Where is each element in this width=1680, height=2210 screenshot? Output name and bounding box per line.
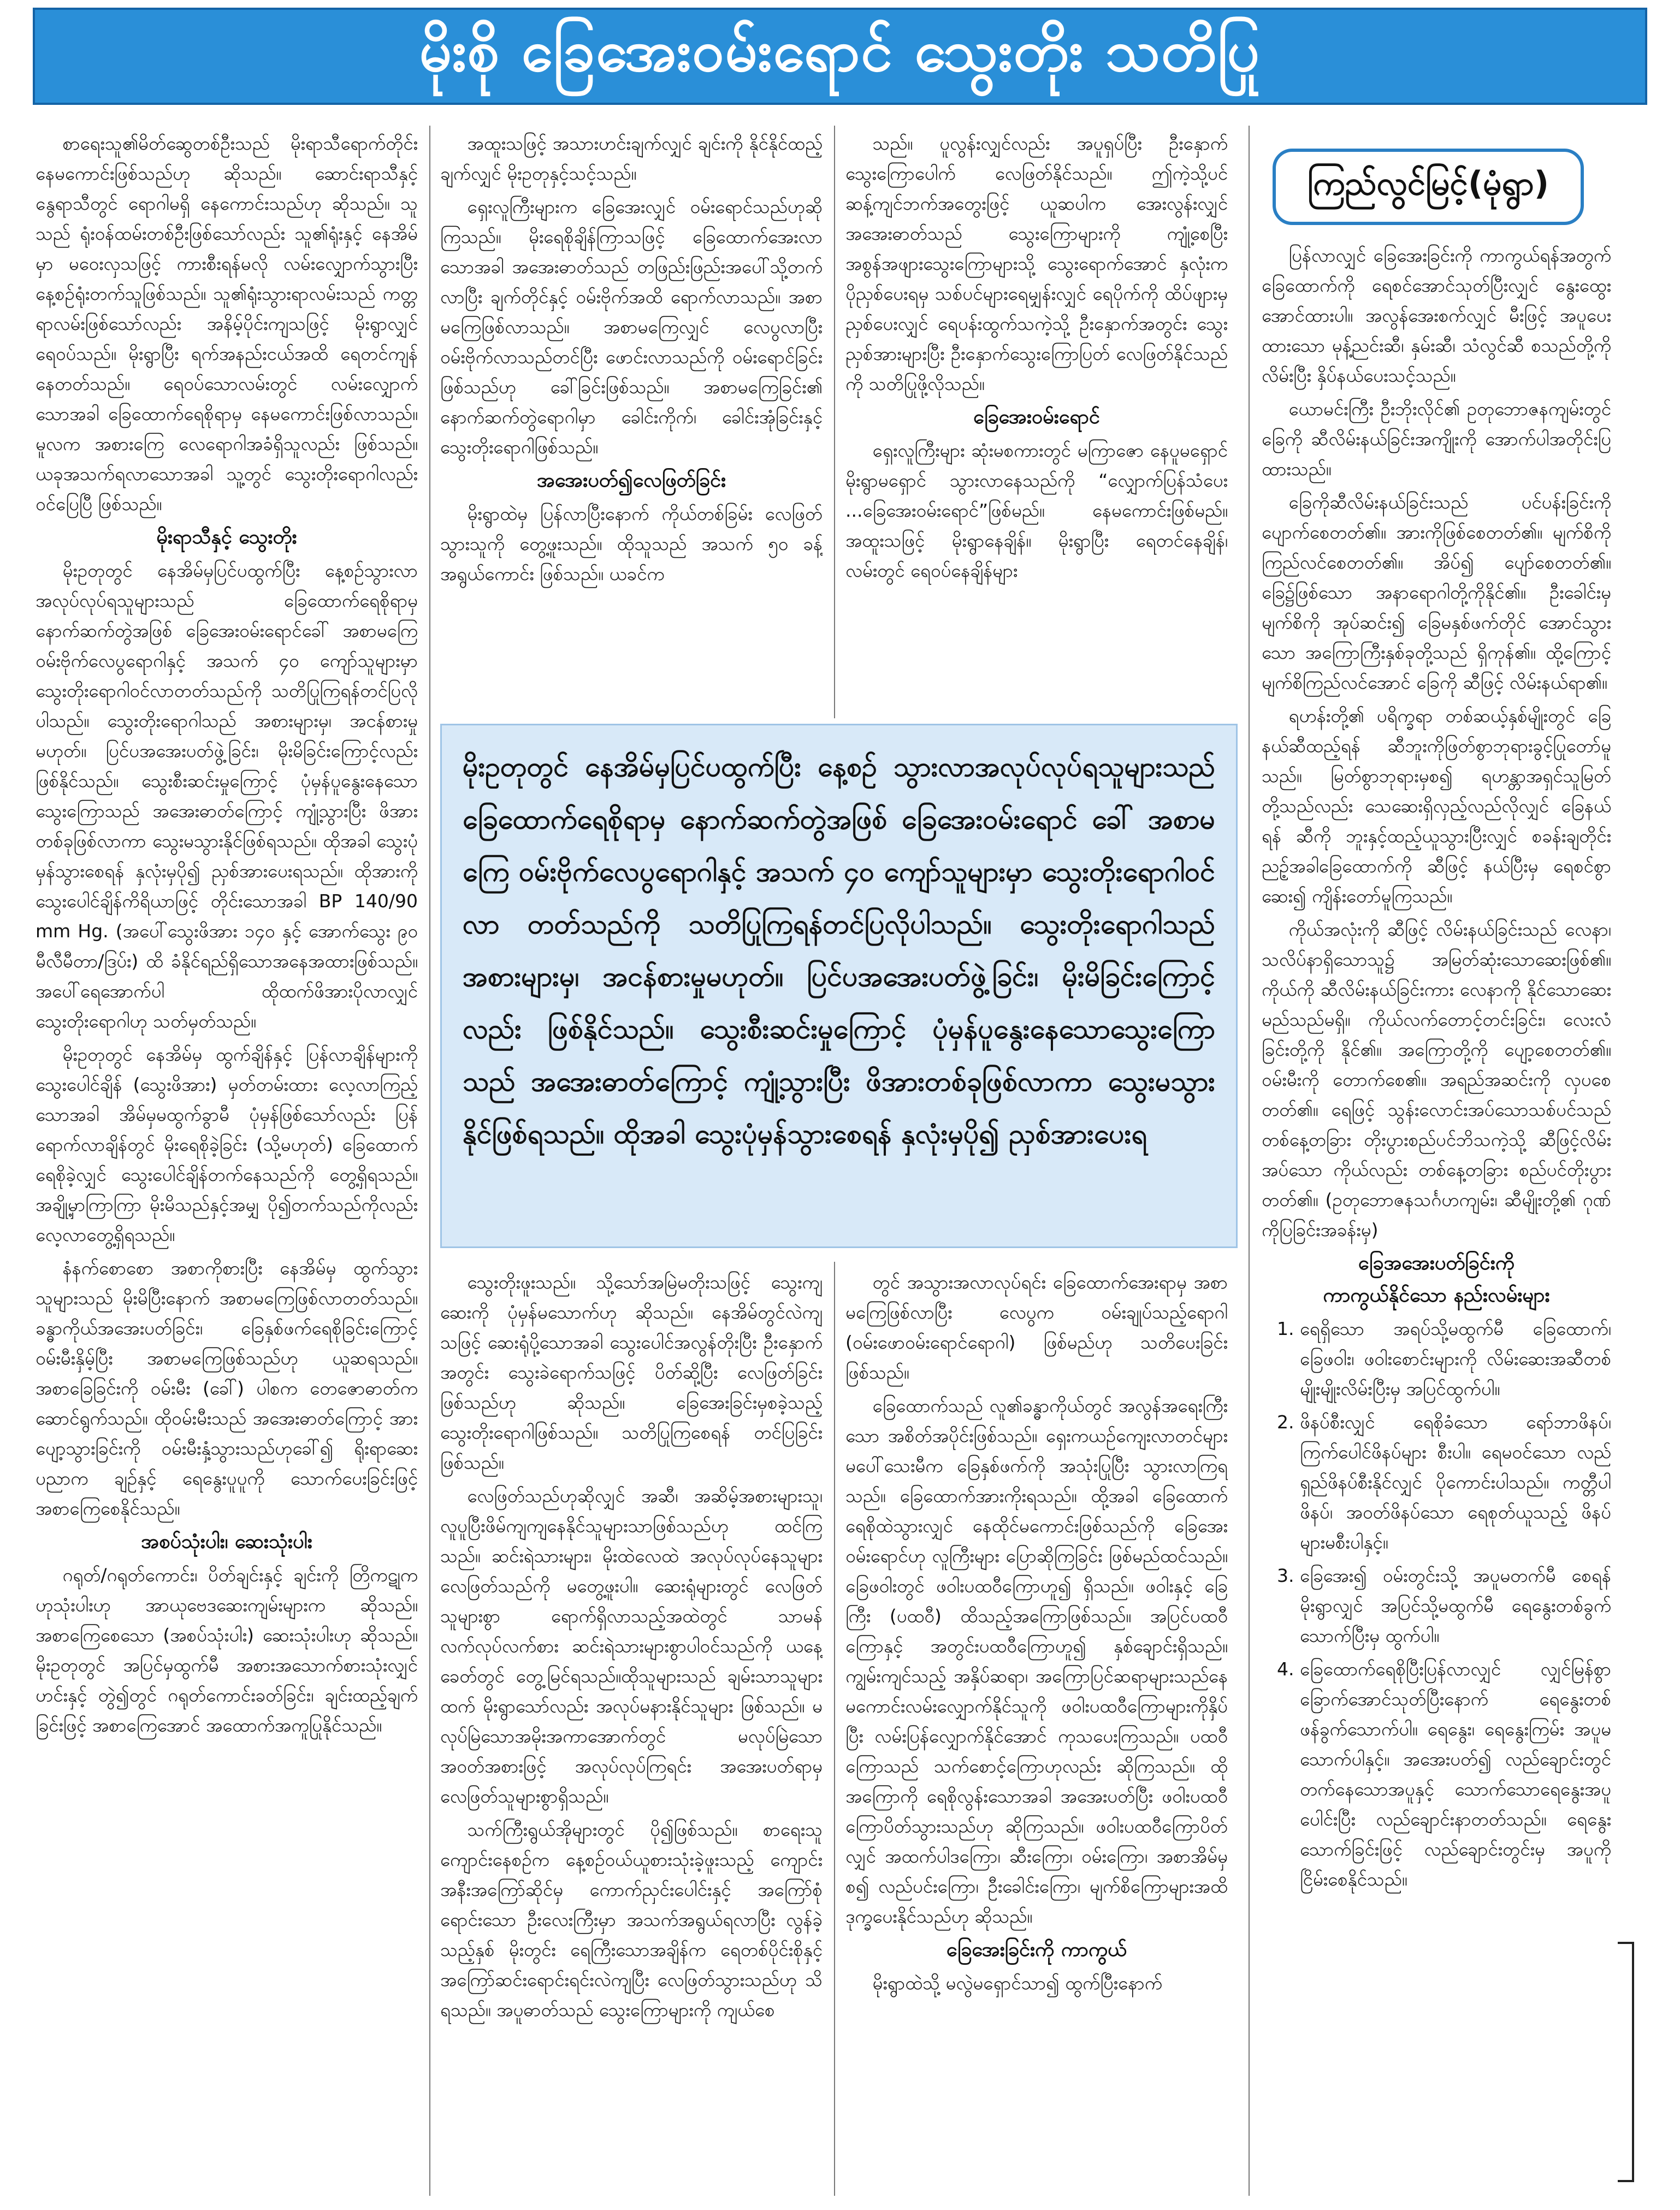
column-1 xyxy=(36,128,418,2193)
paragraph: ခြေကိုဆီလိမ်းနယ်ခြင်းသည် ပင်ပန်းခြင်းကို ပျောက်စေတတ်၏။ အားကိုဖြစ်စေတတ်၏။ မျက်စိကိုကြည်လင်စေတတ်၏။ အိပ်၍ ပျော်စေတတ်၏။ ခြေ၌ဖြစ်သော အနာရောဂါတို့ကိုနိုင်၏။ ဦးခေါင်းမှမျက်စိကို အုပ်ဆင်း၍ ခြေမနှစ်ဖက်တိုင် အောင်သွားသော အကြောကြီးနှစ်ခုတို့သည် ရှိကုန်၏။ ထို့ကြောင့် မျက်စိကြည်လင်အောင် ခြေကို ဆီဖြင့် လိမ်းနယ်ရာ၏။ xyxy=(1262,492,1611,693)
paragraph: ကိုယ်အလုံးကို ဆီဖြင့် လိမ်းနယ်ခြင်းသည် လေနာ၊ သလိပ်နာရှိသောသူ၌ အမြတ်ဆုံးသောဆေးဖြစ်၏။ ကိုယ်ကို ဆီလိမ်းနယ်ခြင်းကား လေနာကို နိုင်သောဆေးမည်သည်မရှိ။ ကိုယ်လက်တောင့်တင်းခြင်း၊ လေးလံခြင်းတို့ကို နိုင်၏။ အကြောတို့ကို ပျော့စေတတ်၏။ ဝမ်းမီးကို တောက်စေ၏။ အရည်အဆင်းကို လှပစေတတ်၏။ ရေဖြင့် သွန်းလောင်းအပ်သောသစ်ပင်သည် တစ်နေ့တခြား တိုးပွားစည်ပင်ဘိသကဲ့သို့ ဆီဖြင့်လိမ်းအပ်သော ကိုယ်လည်း တစ်နေ့တခြား စည်ပင်တိုးပွားတတ်၏။ (ဥတုဘောဇနသင်္ဂဟကျမ်း၊ ဆီမျိုးတို့၏ ဂုဏ်ကိုပြခြင်းအခန်းမှ) xyxy=(1262,919,1611,1240)
paragraph: ပြန်လာလျှင် ခြေအေးခြင်းကို ကာကွယ်ရန်အတွက် ခြေထောက်ကို ရေစင်အောင်သုတ်ပြီးလျှင် နွေးထွေးအောင်ထားပါ။ အလွန်အေးစက်လျှင် မီးဖြင့် အပူပေးထားသော မုန့်ညင်းဆီ၊ နှမ်းဆီ၊ သံလွင်ဆီ စသည်တို့ကိုလိမ်းပြီး နှိပ်နယ်ပေးသင့်သည်။ xyxy=(1262,245,1611,386)
section-heading: ခြေအေးဝမ်းရောင် xyxy=(973,406,1100,428)
list-item: 2. ဖိနပ်စီးလျှင် ရေစိုခံသော ရော်ဘာဖိနပ်၊ ကြက်ပေါင်ဖိနပ်များ စီးပါ။ ရေမဝင်သော လည်ရှည်ဖိနပ်စီးနိုင်လျှင် ပိုကောင်းပါသည်။ ကတ္တီပါဖိနပ်၊ အဝတ်ဖိနပ်သော ရေစုတ်ယူသည့် ဖိနပ်များမစီးပါနှင့်။ xyxy=(1300,1407,1611,1557)
paragraph: အထူးသဖြင့် အသားဟင်းချက်လျှင် ချင်းကို နိုင်နိုင်ထည့်ချက်လျှင် မိုးဥတုနှင့်သင့်သည်။ xyxy=(440,133,823,184)
pull-quote-text: မိုးဥတုတွင် နေအိမ်မှပြင်ပထွက်ပြီး နေ့စဉ် သွားလာအလုပ်လုပ်ရသူများသည် ခြေထောက်ရေစိုရာမှ နောက်ဆက်တွဲအဖြစ် ခြေအေးဝမ်းရောင် ခေါ် အစာမကြေ ဝမ်းဗိုက်လေပွရောဂါနှင့် အသက် ၄၀ ကျော်သူများမှာ သွေးတိုးရောဂါဝင်လာ တတ်သည်ကို သတိပြုကြရန်တင်ပြလိုပါသည်။ သွေးတိုးရောဂါသည် အစားများမှ၊ အငန်စားမှုမဟုတ်။ ပြင်ပအအေးပတ်ဖွဲ့ခြင်း၊ မိုးမိခြင်းကြောင့်လည်း ဖြစ်နိုင်သည်။ သွေးစီးဆင်းမှုကြောင့် ပုံမှန်ပူနွေးနေသောသွေးကြောသည် အအေးဓာတ်ကြောင့် ကျုံ့သွားပြီး ဖိအားတစ်ခုဖြစ်လာကာ သွေးမသွား နိုင်ဖြစ်ရသည်။ ထိုအခါ သွေးပုံမှန်သွားစေရန် နှလုံးမှပို၍ ညှစ်အားပေးရ xyxy=(463,751,1215,1150)
section-heading: ခြေအအေးပတ်ခြင်းကို xyxy=(1358,1252,1515,1274)
column-2-bottom xyxy=(440,1267,823,2196)
paragraph: မိုးရွာထဲမှ ပြန်လာပြီးနောက် ကိုယ်တစ်ခြမ်း လေဖြတ်သွားသူကို တွေ့ဖူးသည်။ ထိုသူသည် အသက် ၅၀ ခန့် အရွယ်ကောင်း ဖြစ်သည်။ ယခင်က xyxy=(440,503,823,584)
article-title: မိုးစို ခြေအေးဝမ်းရောင် သွေးတိုး သတိပြု xyxy=(419,17,1261,84)
column-3-bottom xyxy=(845,1267,1228,2196)
column-3-top xyxy=(845,128,1228,713)
title-banner xyxy=(33,8,1647,105)
author-box xyxy=(1273,149,1584,225)
section-heading: ခြေအေးခြင်းကို ကာကွယ် xyxy=(946,1939,1127,1961)
column-divider xyxy=(834,126,835,718)
column-divider xyxy=(429,126,430,2196)
section-heading: အအေးပတ်၍လေဖြတ်ခြင်း xyxy=(536,469,726,492)
paragraph: သည်။ ပူလွန်းလျှင်လည်း အပူရှပ်ပြီး ဦးနှောက်သွေးကြောပေါက် လေဖြတ်နိုင်သည်။ ဤကဲ့သို့ပင် ဆန့်ကျင်ဘက်အတွေးဖြင့် ယူဆပါက အေးလွန်းလျှင် အအေးဓာတ်သည် သွေးကြောများကို ကျုံ့စေပြီး အစွန်အဖျားသွေးကြောများသို့ သွေးရောက်အောင် နှလုံးက ပိုညှစ်ပေးရမှ သစ်ပင်များရေမျှန်းလျှင် ရေပိုက်ကို ထိပ်ဖျားမှညှစ်ပေးလျှင် ရေပန်းထွက်သကဲ့သို့ ဦးနှောက်အတွင်း သွေးညှစ်အားများပြီး ဦးနှောက်သွေးကြောပြတ် လေဖြတ်နိုင်သည်ကို သတိပြုဖို့လိုသည်။ xyxy=(845,133,1228,394)
column-2-top xyxy=(440,128,823,713)
column-divider xyxy=(1249,126,1250,2196)
paragraph: စာရေးသူ၏မိတ်ဆွေတစ်ဦးသည် မိုးရာသီရောက်တိုင်း နေမကောင်းဖြစ်သည်ဟု ဆိုသည်။ ဆောင်းရာသီနှင့် နွေရာသီတွင် ရောဂါမရှိ နေကောင်းသည်ဟု ဆိုသည်။ သူသည် ရုံးဝန်ထမ်းတစ်ဦးဖြစ်သော်လည်း သူ၏ရုံးနှင့် နေအိမ်မှာ မဝေးလှသဖြင့် ကားစီးရန်မလို လမ်းလျှောက်သွားပြီး နေ့စဉ်ရုံးတက်သူဖြစ်သည်။ သူ၏ရုံးသွားရာလမ်းသည် ကတ္တရာလမ်းဖြစ်သော်လည်း အနိမ့်ပိုင်းကျသဖြင့် မိုးရွာလျှင် ရေဝပ်သည်။ မိုးရွာပြီး ရက်အနည်းငယ်အထိ ရေတင်ကျန်နေတတ်သည်။ ရေဝပ်သောလမ်းတွင် လမ်းလျှောက်သောအခါ ခြေထောက်ရေစိုရာမှ နေမကောင်းဖြစ်လာသည်။ မူလက အစားကြေ လေရောဂါအခံရှိသူလည်း ဖြစ်သည်။ ယခုအသက်ရလာသောအခါ သူ့တွင် သွေးတိုးရောဂါလည်း ဝင်ပြေပြီ ဖြစ်သည်။ xyxy=(36,133,418,515)
paragraph: ယောမင်းကြီး ဦးဘိုးလိုင်၏ ဥတုဘောဇနကျမ်းတွင် ခြေကို ဆီလိမ်းနယ်ခြင်းအကျိုးကို အောက်ပါအတိုင်းပြထားသည်။ xyxy=(1262,398,1611,480)
column-bracket xyxy=(1618,1942,1634,2182)
list-item: 1. ရေရှိသော အရပ်သို့မထွက်မီ ခြေထောက်၊ ခြေဖဝါး၊ ဖဝါးစောင်းများကို လိမ်းဆေးအဆီတစ်မျိုးမျိုးလိမ်းပြီးမှ အပြင်ထွက်ပါ။ xyxy=(1300,1314,1611,1404)
section-heading: အစပ်သုံးပါး၊ ဆေးသုံးပါး xyxy=(141,1531,312,1553)
list-item: 4. ခြေထောက်ရေစိုပြီးပြန်လာလျှင် လျှင်မြန်စွာ ခြောက်အောင်သုတ်ပြီးနောက် ရေနွေးတစ်ဖန်ခွက်သောက်ပါ။ ရေနွေး၊ ရေနွေးကြမ်း အပူမသောက်ပါနှင့်။ အအေးပတ်၍ လည်ချောင်းတွင် တက်နေသောအပူနှင့် သောက်သောရေနွေးအပူ ပေါင်းပြီး လည်ချောင်းနာတတ်သည်။ ရေနွေးသောက်ခြင်းဖြင့် လည်ချောင်းတွင်းမှ အပူကို ငြိမ်းစေနိုင်သည်။ xyxy=(1300,1654,1611,1894)
paragraph: ခြေထောက်သည် လူ၏ခန္ဓာကိုယ်တွင် အလွန်အရေးကြီးသော အစိတ်အပိုင်းဖြစ်သည်။ ရှေးကယဉ်ကျေးလာတင်များမပေါ်သေးမီက ခြေနှစ်ဖက်ကို အသုံးပြုပြီး သွားလာကြရသည်။ ခြေထောက်အားကိုးရသည်။ ထို့အခါ ခြေထောက်ရေစိုထဲသွားလျှင် နေထိုင်မကောင်းဖြစ်သည်ကို ခြေအေးဝမ်းရောင်ဟု လူကြီးများ ပြောဆိုကြခြင်း ဖြစ်မည်ထင်သည်။ ခြေဖဝါးတွင် ဖဝါးပထဝီကြောဟူ၍ ရှိသည်။ ဖဝါးနှင့် ခြေကြီး (ပထဝီ) ထိသည့်အကြောဖြစ်သည်။ အပြင်ပထဝီ ကြောနှင့် အတွင်းပထဝီကြောဟူ၍ နှစ်ချောင်းရှိသည်။ ကျွမ်းကျင်သည့် အနှိပ်ဆရာ၊ အကြောပြင်ဆရာများသည်နေမကောင်းလမ်းလျှောက်နိုင်သူကို ဖဝါးပထဝီကြောများကိုနှိပ်ပြီး လမ်းပြန်လျှောက်နိုင်အောင် ကုသပေးကြသည်။ ပထဝီကြောသည် သက်စောင့်ကြောဟုလည်း ဆိုကြသည်။ ထိုအကြောကို ရေစိုလွန်းသောအခါ အအေးပတ်ပြီး ဖဝါးပထဝီကြောပိတ်သွားသည်ဟု ဆိုကြသည်။ ဖဝါးပထဝီကြောပိတ်လျှင် အထက်ပါဒကြော၊ ဆီးကြော၊ ဝမ်းကြော၊ အစာအိမ်မှစ၍ လည်ပင်းကြော၊ ဦးခေါင်းကြော၊ မျက်စိကြောများအထိ ဒုက္ခပေးနိုင်သည်ဟု ဆိုသည်။ xyxy=(845,1395,1228,1927)
paragraph: မိုးဥတုတွင် နေအိမ်မှ ထွက်ချိန်နှင့် ပြန်လာချိန်များကို သွေးပေါင်ချိန် (သွေးဖိအား) မှတ်တမ်းထား လေ့လာကြည့်သောအခါ အိမ်မှမထွက်ခွာမီ ပုံမှန်ဖြစ်သော်လည်း ပြန်ရောက်လာချိန်တွင် မိုးရေစိုခဲ့ခြင်း (သို့မဟုတ်) ခြေထောက်ရေစိုခဲ့လျှင် သွေးပေါင်ချိန်တက်နေသည်ကို တွေ့ရှိရသည်။ အချို့မှာကြာကြာ မိုးမိသည်နှင့်အမျှ ပို၍တက်သည်ကိုလည်း လေ့လာတွေ့ရှိရသည်။ xyxy=(36,1044,418,1245)
list-item: 3. ခြေအေး၍ ဝမ်းတွင်းသို့ အပူမတက်မီ စေရန် မိုးရွာလျှင် အပြင်သို့မထွက်မီ ရေနွေးတစ်ခွက်သောက်ပြီးမှ ထွက်ပါ။ xyxy=(1300,1561,1611,1651)
paragraph: တွင် အသွားအလာလုပ်ရင်း ခြေထောက်အေးရာမှ အစာမကြေဖြစ်လာပြီး လေပွက ဝမ်းချုပ်သည့်ရောဂါ (ဝမ်းဖောဝမ်းရောင်ရောဂါ) ဖြစ်မည်ဟု သတိပေးခြင်းဖြစ်သည်။ xyxy=(845,1272,1228,1383)
prevention-list xyxy=(1262,1314,1611,1894)
paragraph: ဂရုတ်/ဂရုတ်ကောင်း၊ ပိတ်ချင်းနှင့် ချင်းကို တြိကဋုကဟုသုံးပါးဟု အာယုဗေဒဆေးကျမ်းများက ဆိုသည်။ အစာကြေစေသော (အစပ်သုံးပါး) ဆေးသုံးပါးဟု ဆိုသည်။ မိုးဥတုတွင် အပြင်မှထွက်မီ အစားအသောက်စားသုံးလျှင် ဟင်းနှင့် တွဲ၍တွင် ဂရုတ်ကောင်းခတ်ခြင်း၊ ချင်းထည့်ချက်ခြင်းဖြင့် အစာကြေအောင် အထောက်အကူပြုနိုင်သည်။ xyxy=(36,1564,418,1736)
author-name: ကြည်လွင်မြင့်(မုံရွာ) xyxy=(1307,164,1549,203)
paragraph: ရဟန်းတို့၏ ပရိက္ခရာ တစ်ဆယ့်နှစ်မျိုးတွင် ခြေနယ်ဆီထည့်ရန် ဆီဘူးကိုဖြတ်စွာဘုရားခွင့်ပြုတော်မူသည်။ မြတ်စွာဘုရားမှစ၍ ရဟန္တာအရှင်သူမြတ်တို့သည်လည်း သေဆေးရှိလှည့်လည်လိုလျှင် ခြေနယ်ရန် ဆီကို ဘူးနှင့်ထည့်ယူသွားပြီးလျှင် စခန်းချတိုင်း ညဉ့်အခါခြေထောက်ကို ဆီဖြင့် နယ်ပြီးမှ ရေစင်စွာဆေး၍ ကျိန်းတော်မူကြသည်။ xyxy=(1262,705,1611,907)
paragraph: မိုးရွာထဲသို့ မလွဲမရှောင်သာ၍ ထွက်ပြီးနောက် xyxy=(872,1972,1163,1994)
column-4 xyxy=(1262,240,1611,2193)
paragraph: ရှေးလူကြီးများက ခြေအေးလျှင် ဝမ်းရောင်သည်ဟုဆိုကြသည်။ မိုးရေစိုချိန်ကြာသဖြင့် ခြေထောက်အေးလာသောအခါ အအေးဓာတ်သည် တဖြည်းဖြည်းအပေါ်သို့တက်လာပြီး ချက်တိုင်နှင့် ဝမ်းဗိုက်အထိ ရောက်လာသည်။ အစာမကြေဖြစ်လာသည်။ အစာမကြေလျှင် လေပွလာပြီး ဝမ်းဗိုက်လာသည်တင်ပြီး ဖောင်းလာသည်ကို ဝမ်းရောင်ခြင်းဖြစ်သည်ဟု ခေါ်ခြင်းဖြစ်သည်။ အစာမကြေခြင်း၏ နောက်ဆက်တွဲရောဂါမှာ ခေါင်းကိုက်၊ ခေါင်းအုံခြင်းနှင့် သွေးတိုးရောဂါဖြစ်သည်။ xyxy=(440,196,823,458)
paragraph: မိုးဥတုတွင် နေအိမ်မှပြင်ပထွက်ပြီး နေ့စဉ်သွားလာအလုပ်လုပ်ရသူများသည် ခြေထောက်ရေစိုရာမှ နောက်ဆက်တွဲအဖြစ် ခြေအေးဝမ်းရောင်ခေါ် အစာမကြေ ဝမ်းဗိုက်လေပွရောဂါနှင့် အသက် ၄၀ ကျော်သူများမှာ သွေးတိုးရောဂါဝင်လာတတ်သည်ကို သတိပြုကြရန်တင်ပြလိုပါသည်။ သွေးတိုးရောဂါသည် အစားများမှ၊ အငန်စားမှုမဟုတ်။ ပြင်ပအအေးပတ်ဖွဲ့ခြင်း၊ မိုးမိခြင်းကြောင့်လည်း ဖြစ်နိုင်သည်။ သွေးစီးဆင်းမှုကြောင့် ပုံမှန်ပူနွေးနေသော သွေးကြောသည် အအေးဓာတ်ကြောင့် ကျုံ့သွားပြီး ဖိအားတစ်ခုဖြစ်လာကာ သွေးမသွားနိုင်ဖြစ်ရသည်။ ထိုအခါ သွေးပုံမှန်သွားစေရန် နှလုံးမှပို၍ ညှစ်အားပေးရသည်။ ထိုအားကို သွေးပေါင်ချိန်ကိရိယာဖြင့် တိုင်းသောအခါ BP 140/90 mm Hg. (အပေါ်သွေးဖိအား ၁၄၀ နှင့် အောက်သွေး ၉၀ မီလီမီတာ/ဒြပ်း) ထိ ခံနိုင်ရည်ရှိသောအနေအထားဖြစ်သည်။ အပေါ်ရေအောက်ပါ ထိုထက်ဖိအားပိုလာလျှင် သွေးတိုးရောဂါဟု သတ်မှတ်သည်။ xyxy=(36,560,418,1032)
paragraph: ရှေးလူကြီးများ ဆုံးမစကားတွင် မကြာဇော နေပူမရှောင် မိုးရွာမရှောင် သွားလာနေသည်ကို “လျှောက်ပြန်သံပေး ...ခြေအေးဝမ်းရောင်”ဖြစ်မည်။ နေမကောင်းဖြစ်မည်။ အထူးသဖြင့် မိုးရွာနေချိန်။ မိုးရွာပြီး ရေတင်နေချိန်၊ လမ်းတွင် ရေဝပ်နေချိန်များ xyxy=(845,440,1228,581)
section-heading: မိုးရာသီနှင့် သွေးတိုး xyxy=(156,526,297,548)
paragraph: လေဖြတ်သည်ဟုဆိုလျှင် အဆီ၊ အဆိမ့်အစားများသူ၊ လူပူပြီးဖိမ်ကျကျနေနိုင်သူများသာဖြစ်သည်ဟု ထင်ကြသည်။ ဆင်းရဲသားများ၊ မိုးထဲလေထဲ အလုပ်လုပ်နေသူများ လေဖြတ်သည်ကို မတွေ့ဖူးပါ။ ဆေးရုံများတွင် လေဖြတ်သူများစွာ ရောက်ရှိလာသည့်အထဲတွင် သာမန်လက်လုပ်လက်စား ဆင်းရဲသားများစွာပါဝင်သည်ကို ယနေ့ခေတ်တွင် တွေ့မြင်ရသည်။ထိုသူများသည် ချမ်းသာသူများထက် မိုးရွာသော်လည်း အလုပ်မနားနိုင်သူများ ဖြစ်သည်။ မလုပ်မြဲသောအမိုးအကာအောက်တွင် မလုပ်မြဲသော အဝတ်အစားဖြင့် အလုပ်လုပ်ကြရင်း အအေးပတ်ရာမှ လေဖြတ်သူများစွာရှိသည်။ xyxy=(440,1485,823,1807)
paragraph: သွေးတိုးဖူးသည်။ သို့သော်အမြဲမတိုးသဖြင့် သွေးကျဆေးကို ပုံမှန်မသောက်ဟု ဆိုသည်။ နေအိမ်တွင်လဲကျသဖြင့် ဆေးရုံပို့သောအခါ သွေးပေါင်အလွန်တိုးပြီး ဦးနှောက်အတွင်း သွေးခဲရောက်သဖြင့် ပိတ်ဆို့ပြီး လေဖြတ်ခြင်းဖြစ်သည်ဟု ဆိုသည်။ ခြေအေးခြင်းမှစခဲ့သည့် သွေးတိုးရောဂါဖြစ်သည်။ သတိပြုကြစေရန် တင်ပြခြင်းဖြစ်သည်။ xyxy=(440,1272,823,1473)
pull-quote xyxy=(440,724,1238,1248)
column-divider xyxy=(834,1262,835,2196)
section-heading: ကာကွယ်နိုင်သော နည်းလမ်းများ xyxy=(1323,1284,1550,1307)
paragraph: သက်ကြီးရွယ်အိုများတွင် ပို၍ဖြစ်သည်။ စာရေးသူကျောင်းနေစဉ်က နေ့စဉ်ဝယ်ယူစားသုံးခဲ့ဖူးသည့် ကျောင်းအနီးအကြော်ဆိုင်မှ ကောက်ညှင်းပေါင်းနှင့် အကြော်စုံရောင်းသော ဦးလေးကြီးမှာ အသက်အရွယ်ရလာပြီး လွန်ခဲ့သည့်နှစ် မိုးတွင်း ရေကြီးသောအချိန်က ရေတစ်ပိုင်းစိုနှင့် အကြော်ဆင်းရောင်းရင်းလဲကျပြီး လေဖြတ်သွားသည်ဟု သိရသည်။ အပူဓာတ်သည် သွေးကြောများကို ကျယ်စေ xyxy=(440,1819,823,2020)
paragraph: နံနက်စောစော အစာကိုစားပြီး နေအိမ်မှ ထွက်သွားသူများသည် မိုးမိပြီးနောက် အစာမကြေဖြစ်လာတတ်သည်။ ခန္ဓာကိုယ်အအေးပတ်ခြင်း၊ ခြေနှစ်ဖက်ရေစိုခြင်းကြောင့် ဝမ်းမီးနှိမ့်ပြီး အစာမကြေဖြစ်သည်ဟု ယူဆရသည်။ အစာခြေခြင်းကို ဝမ်းမီး (ခေါ်) ပါစက တေဇောဓာတ်က ဆောင်ရွက်သည်။ ထိုဝမ်းမီးသည် အအေးဓာတ်ကြောင့် အားပျော့သွားခြင်းကို ဝမ်းမီးနှံ့သွားသည်ဟုခေါ်၍ ရိုးရာဆေးပညာက ချဉ်နှင့် ရေနွေးပူပူကို သောက်ပေးခြင်းဖြင့် အစာကြေစေနိုင်သည်။ xyxy=(36,1257,418,1519)
